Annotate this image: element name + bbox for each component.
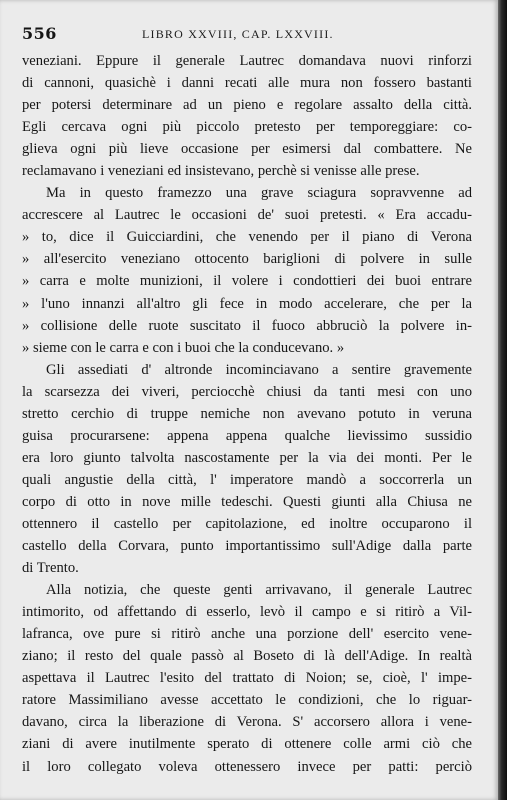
text-line: ziani di avere inutilmente sperato di ottenere colle armi ciò che <box>22 736 472 753</box>
text-line: di cannoni, quasichè i danni recati alle mura non fossero bastanti <box>22 75 472 92</box>
text-line: castello della Corvara, punto importantissimo sull'Adige dalla parte <box>22 538 472 555</box>
text-line: davano, circa la liberazione di Verona. S' accorsero allora i vene- <box>22 714 472 731</box>
text-line: lafranca, ove pure si ritirò anche una porzione dell' esercito vene- <box>22 626 472 643</box>
text-line: ottennero il castello per capitolazione, ed inoltre occuparono il <box>22 515 472 532</box>
text-line: glieva ogni più lieve occasione per esimersi dal combattere. Ne <box>22 141 472 158</box>
text-line: di Trento. <box>22 560 79 577</box>
text-line: il loro collegato voleva ottenessero invece per patti: perciò <box>22 758 472 775</box>
text-line: corpo di otto in nove mille tedeschi. Questi giunti alla Chiusa ne <box>22 493 472 510</box>
text-line: » carra e molte munizioni, il volere i condottieri dei buoi entrare <box>22 273 472 290</box>
text-line: era loro giunto talvolta nascostamente per la via dei monti. Per le <box>22 449 472 466</box>
text-line: Egli cercava ogni più piccolo pretesto per temporeggiare: co- <box>22 119 472 136</box>
text-line: Gli assediati d' altronde incominciavano a sentire gravemente <box>46 361 472 378</box>
text-line: ziano; il resto del quale passò al Boseto di là dell'Adige. In realtà <box>22 648 472 665</box>
text-line: la scarsezza dei viveri, perciocchè chiusi da tanti mesi con uno <box>22 383 472 400</box>
text-line: » sieme con le carra e con i buoi che la conducevano. » <box>22 339 345 356</box>
text-line: guisa procurarsene: appena appena qualche lievissimo sussidio <box>22 427 472 444</box>
body-text <box>22 50 472 778</box>
text-line: » collisione delle ruote suscitato il fuoco abbruciò la polvere in- <box>22 317 472 334</box>
text-line: » l'uno innanzi all'altro gli fece in modo accelerare, che per la <box>22 295 472 312</box>
text-line: per potersi determinare ad un pieno e regolare assalto della città. <box>22 97 472 114</box>
text-line: accrescere al Lautrec le occasioni de' suoi pretesti. « Era accadu- <box>22 207 472 224</box>
text-line: reclamavano i veneziani ed insistevano, perchè si venisse alle prese. <box>22 163 420 180</box>
text-line: » to, dice il Guicciardini, che venendo per il piano di Verona <box>22 229 472 246</box>
page-edge-shadow <box>498 0 507 800</box>
text-line: ratore Massimiliano avesse accettato le condizioni, che lo riguar- <box>22 692 472 709</box>
text-line: intimorito, od affettando di esserlo, levò il campo e si ritirò a Vil- <box>22 604 472 621</box>
page-header <box>22 24 472 46</box>
text-line: aspettava il Lautrec l'esito del trattato di Noion; se, cioè, l' impe- <box>22 670 472 687</box>
text-line: » all'esercito veneziano ottocento bariglioni di polvere in sulle <box>22 251 472 268</box>
running-head: LIBRO XXVIII, CAP. LXXVIII. <box>142 27 334 41</box>
text-line: Ma in questo framezzo una grave sciagura sopravvenne ad <box>46 185 472 202</box>
text-line: stretto cerchio di truppe nemiche non avevano potuto in veruna <box>22 405 472 422</box>
text-line: veneziani. Eppure il generale Lautrec domandava nuovi rinforzi <box>22 53 472 69</box>
page-number: 556 <box>22 24 57 43</box>
text-line: Alla notizia, che queste genti arrivavano, il generale Lautrec <box>46 582 472 599</box>
text-line: quali angustie della città, l' imperatore mandò a soccorrerla un <box>22 471 472 488</box>
